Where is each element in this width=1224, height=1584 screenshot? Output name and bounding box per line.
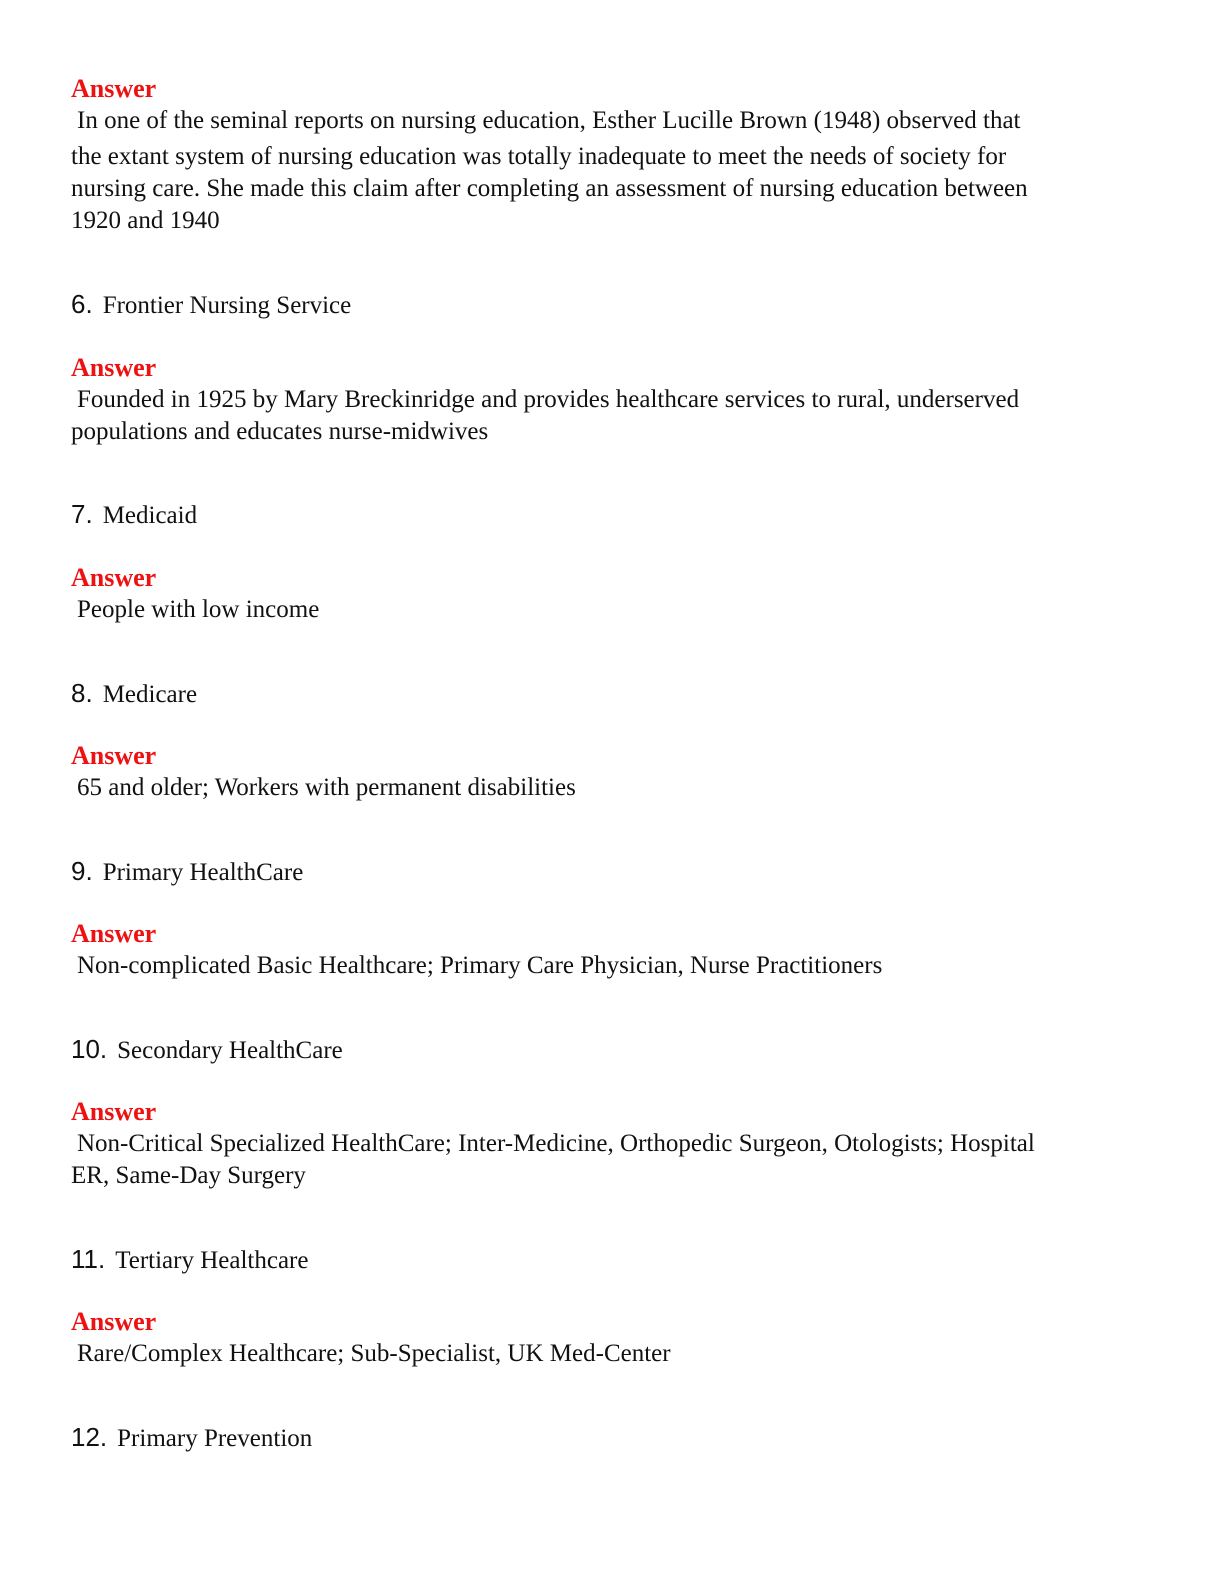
- answer-line: 65 and older; Workers with permanent disabilities: [77, 774, 576, 801]
- answer-line: Non-complicated Basic Healthcare; Primary Care Physician, Nurse Practitioners: [77, 952, 883, 979]
- answer-line: Non-Critical Specialized HealthCare; Inter-Medicine, Orthopedic Surgeon, Otologists; Hospital: [77, 1130, 1035, 1157]
- answer-label: Answer: [71, 741, 157, 770]
- question-text: Secondary HealthCare: [117, 1037, 343, 1064]
- question-item: [71, 1243, 308, 1277]
- question-item: [71, 677, 197, 711]
- question-item: [71, 288, 351, 322]
- answer-line: populations and educates nurse-midwives: [71, 418, 489, 445]
- question-text: Primary Prevention: [117, 1425, 313, 1452]
- question-item: [71, 855, 303, 889]
- answer-line: People with low income: [77, 596, 320, 623]
- question-number: 9.: [71, 856, 93, 886]
- answer-text: [71, 950, 1151, 982]
- answer-label: Answer: [71, 74, 157, 103]
- question-item: [71, 1421, 312, 1455]
- question-text: Tertiary Healthcare: [115, 1247, 309, 1274]
- question-item: [71, 498, 197, 532]
- question-item: [71, 1033, 343, 1067]
- answer-text: [71, 1338, 1151, 1370]
- question-number: 6.: [71, 289, 93, 319]
- question-text: Medicaid: [102, 502, 198, 529]
- answer-line: In one of the seminal reports on nursing education, Esther Lucille Brown (1948) observed that: [77, 107, 1021, 134]
- answer-text: [71, 772, 1151, 804]
- answer-text: [71, 594, 1151, 626]
- answer-label: Answer: [71, 563, 157, 592]
- answer-line: nursing care. She made this claim after completing an assessment of nursing education between: [71, 175, 1028, 202]
- answer-line: ER, Same-Day Surgery: [71, 1162, 306, 1189]
- question-number: 7.: [71, 499, 93, 529]
- answer-line: the extant system of nursing education was totally inadequate to meet the needs of society for: [71, 143, 1007, 170]
- question-number: 8.: [71, 678, 93, 708]
- answer-label: Answer: [71, 353, 157, 382]
- answer-text: [71, 105, 1151, 237]
- question-text: Primary HealthCare: [102, 859, 304, 886]
- question-text: Frontier Nursing Service: [102, 292, 352, 319]
- question-number: 11.: [71, 1244, 106, 1274]
- question-number: 12.: [71, 1422, 108, 1452]
- answer-label: Answer: [71, 1097, 157, 1126]
- answer-text: [71, 384, 1151, 448]
- answer-label: Answer: [71, 1307, 157, 1336]
- question-text: Medicare: [102, 681, 198, 708]
- answer-line: Rare/Complex Healthcare; Sub-Specialist, UK Med-Center: [77, 1340, 671, 1367]
- answer-line: 1920 and 1940: [71, 207, 220, 234]
- question-number: 10.: [71, 1034, 108, 1064]
- answer-label: Answer: [71, 919, 157, 948]
- answer-line: Founded in 1925 by Mary Breckinridge and provides healthcare services to rural, underserved: [77, 386, 1020, 413]
- answer-text: [71, 1128, 1151, 1192]
